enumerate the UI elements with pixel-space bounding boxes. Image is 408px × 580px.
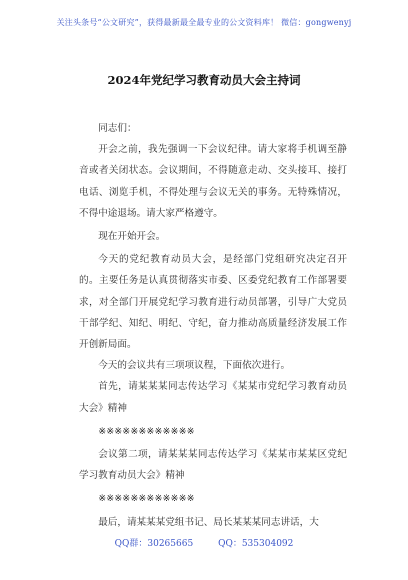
paragraph-item-2: 会议第二项，请某某某同志传达学习《某某市某某区党纪学习教育动员大会》精神: [79, 449, 347, 482]
qq-group: QQ群：30265665: [114, 539, 194, 549]
header-note: 关注头条号“公文研究”，获得最新最全最专业的公文资料库！ 微信：gongwenyj: [56, 18, 352, 27]
separator-2: ※※※※※※※※※※※※: [98, 493, 195, 505]
separator-1: ※※※※※※※※※※※※: [98, 425, 195, 437]
paragraph-item-3: 最后，请某某某党组书记、局长某某某同志讲话，大: [98, 516, 319, 528]
document-body: [79, 118, 347, 533]
document-title: 2024年党纪学习教育动员大会主持词: [107, 73, 301, 87]
salutation: 同志们：: [98, 123, 137, 134]
paragraph-start: 现在开始开会。: [98, 231, 166, 243]
paragraph-item-1: 首先，请某某某同志传达学习《某某市党纪学习教育动员大会》精神: [79, 381, 347, 414]
paragraph-agenda: 今天的会议共有三项项议程，下面依次进行。: [98, 360, 291, 372]
paragraph-discipline: 开会之前，我先强调一下会议纪律。请大家将手机调至静音或者关闭状态。会议期间，不得随意走动、交头接耳、接打电话、浏览手机，不得处理与会议无关的事务。无特殊情况，不得中途退场。请大家严格遵守。: [79, 144, 347, 219]
footer-contact: [0, 536, 408, 549]
paragraph-purpose: 今天的党纪教育动员大会，是经部门党组研究决定召开的。主要任务是认真贯彻落实市委、区委党纪教育工作部署要求，对全部门开展党纪学习教育进行动员部署，引导广大党员干部学纪、知纪、明纪、守纪，奋力推动高质量经济发展工作开创新局面。: [79, 254, 347, 351]
qq-number: QQ：535304092: [218, 539, 294, 549]
